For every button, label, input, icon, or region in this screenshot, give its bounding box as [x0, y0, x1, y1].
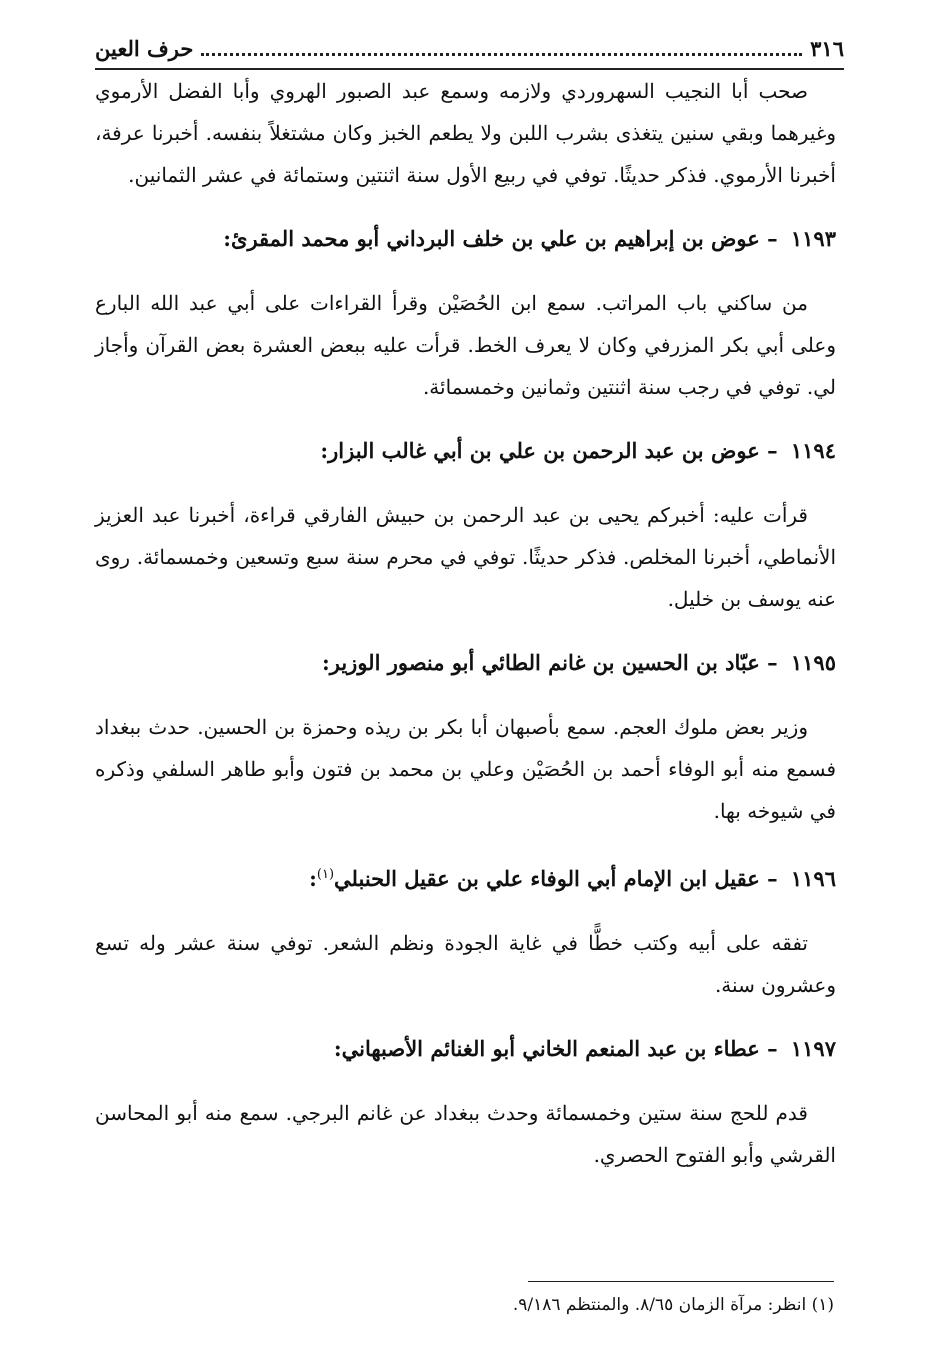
- entry-number: ١١٩٥: [790, 650, 836, 675]
- entry-body-1197: قدم للحج سنة ستين وخمسمائة وحدث ببغداد عن غانم البرجي. سمع منه أبو المحاسن القرشي وأبو الفتوح الحصري.: [95, 1101, 836, 1167]
- entry-number: ١١٩٧: [790, 1036, 836, 1061]
- header-dot-leader: [201, 31, 802, 56]
- entry-heading-1197: [95, 1006, 836, 1092]
- entry-title: عوض بن عبد الرحمن بن علي بن أبي غالب البزار:: [320, 438, 760, 463]
- footnote-marker[interactable]: (١): [316, 867, 335, 882]
- entry-body-1195: وزير بعض ملوك العجم. سمع بأصبهان أبا بكر بن ريذه وحمزة بن الحسين. حدث ببغداد فسمع منه أبو الوفاء أحمد بن الحُصَيْن وعلي بن محمد بن فتون وأبو طاهر السلفي وذكره في شيوخه بها.: [95, 715, 837, 823]
- entry-heading-1194: [95, 408, 836, 494]
- entry-body-1196: تفقه على أبيه وكتب خطًّا في غاية الجودة ونظم الشعر. توفي سنة عشر وله تسع وعشرون سنة.: [95, 931, 836, 997]
- entry-dash: –: [767, 1036, 778, 1061]
- footnote-separator: [528, 1281, 834, 1282]
- entry-title: عطاء بن عبد المنعم الخاني أبو الغنائم الأصبهاني:: [333, 1036, 760, 1061]
- entry-dash: –: [767, 866, 778, 891]
- entry-heading-1193: [95, 196, 836, 282]
- entry-title-colon: :: [309, 866, 317, 891]
- entry-title: عبّاد بن الحسين بن غانم الطائي أبو منصور الوزير:: [322, 650, 760, 675]
- entry-dash: –: [767, 438, 778, 463]
- entry-number: ١١٩٦: [790, 866, 836, 891]
- entry-heading-1196: [95, 832, 836, 922]
- entry-dash: –: [767, 226, 778, 251]
- entry-title: عقيل ابن الإمام أبي الوفاء علي بن عقيل الحنبلي: [334, 866, 760, 891]
- entry-number: ١١٩٣: [790, 226, 836, 251]
- entry-dash: –: [767, 650, 778, 675]
- entry-number: ١١٩٤: [790, 438, 836, 463]
- entry-body-1194: قرأت عليه: أخبركم يحيى بن عبد الرحمن بن حبيش الفارقي قراءة، أخبرنا عبد العزيز الأنماطي، أخبرنا المخلص. فذكر حديثًا. توفي في محرم سنة سبع وتسعين وخمسمائة. روى عنه يوسف بن خليل.: [95, 503, 836, 611]
- entry-title: عوض بن إبراهيم بن علي بن خلف البرداني أبو محمد المقرئ:: [223, 226, 760, 251]
- intro-paragraph: صحب أبا النجيب السهروردي ولازمه وسمع عبد الصبور الهروي وأبا الفضل الأرموي وغيرهما وبقي سنين يتغذى بشرب اللبن ولا يطعم الخبز وكان مشتغلاً بنفسه. أخبرنا عرفة، أخبرنا الأرموي. فذكر حديثًا. توفي في ربيع الأول سنة اثنتين وستمائة في عشر الثمانين.: [95, 79, 836, 187]
- entry-body-1193: من ساكني باب المراتب. سمع ابن الحُصَيْن وقرأ القراءات على أبي عبد الله البارع وعلى أبي بكر المزرفي وكان لا يعرف الخط. قرأت عليه ببعض العشرة بعض القرآن وأجاز لي. توفي في رجب سنة اثنتين وثمانين وخمسمائة.: [95, 291, 836, 399]
- footnote: (١) انظر: مرآة الزمان ٨/٦٥. والمنتظم ٩/١٨٦.: [512, 1295, 834, 1315]
- page-body: [95, 70, 836, 1176]
- running-header: [95, 30, 844, 70]
- page-number: ٣١٦: [810, 36, 844, 61]
- entry-heading-1195: [95, 620, 836, 706]
- chapter-title: حرف العين: [95, 36, 194, 61]
